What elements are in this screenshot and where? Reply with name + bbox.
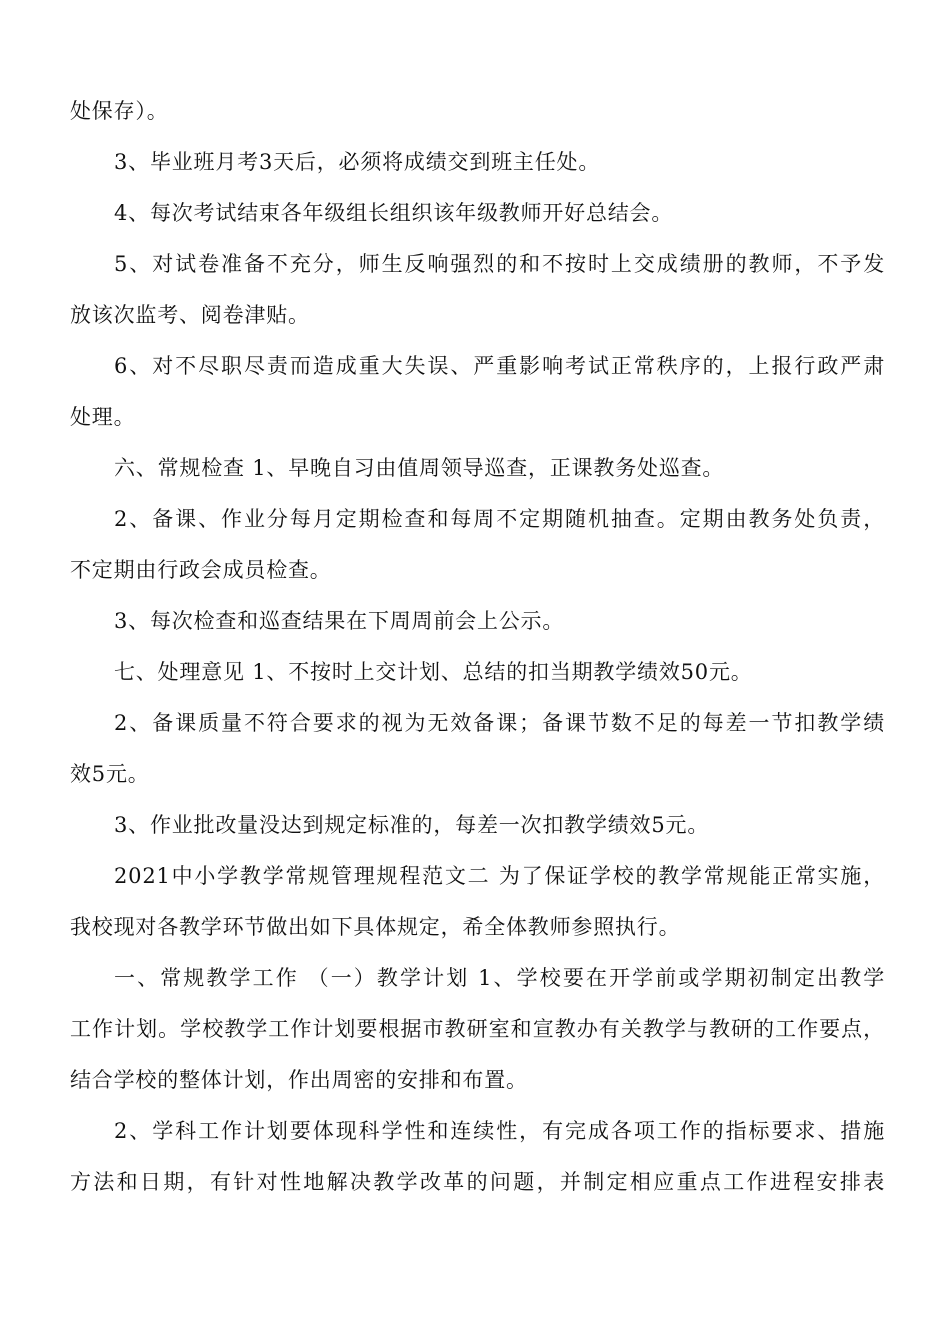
text-line: 方法和日期，有针对性地解决教学改革的问题，并制定相应重点工作进程安排表 bbox=[70, 1170, 885, 1194]
text-line: 2021中小学教学常规管理规程范文二 为了保证学校的教学常规能正常实施， bbox=[114, 864, 885, 888]
text-line: 4、每次考试结束各年级组长组织该年级教师开好总结会。 bbox=[114, 201, 674, 225]
text-line: 3、每次检查和巡查结果在下周周前会上公示。 bbox=[114, 609, 565, 633]
text-line: 3、作业批改量没达到规定标准的，每差一次扣教学绩效5元。 bbox=[114, 813, 710, 837]
text-line: 放该次监考、阅卷津贴。 bbox=[70, 303, 310, 327]
text-line: 6、对不尽职尽责而造成重大失误、严重影响考试正常秩序的，上报行政严肃 bbox=[114, 354, 885, 378]
text-line: 效5元。 bbox=[70, 762, 150, 786]
text-line: 一、常规教学工作 （一）教学计划 1、学校要在开学前或学期初制定出教学 bbox=[114, 966, 885, 990]
text-line: 2、备课、作业分每月定期检查和每周不定期随机抽查。定期由教务处负责， bbox=[114, 507, 885, 531]
text-line: 六、常规检查 1、早晚自习由值周领导巡查，正课教务处巡查。 bbox=[114, 456, 725, 480]
text-line: 不定期由行政会成员检查。 bbox=[70, 558, 332, 582]
text-line: 我校现对各教学环节做出如下具体规定，希全体教师参照执行。 bbox=[70, 915, 681, 939]
text-line: 工作计划。学校教学工作计划要根据市教研室和宣教办有关教学与教研的工作要点， bbox=[70, 1017, 885, 1041]
text-line: 处保存）。 bbox=[70, 99, 169, 123]
text-line: 处理。 bbox=[70, 405, 136, 429]
text-line: 结合学校的整体计划，作出周密的安排和布置。 bbox=[70, 1068, 528, 1092]
text-line: 5、对试卷准备不充分，师生反响强烈的和不按时上交成绩册的教师，不予发 bbox=[114, 252, 885, 276]
text-line: 七、处理意见 1、不按时上交计划、总结的扣当期教学绩效50元。 bbox=[114, 660, 753, 684]
text-line: 3、毕业班月考3天后，必须将成绩交到班主任处。 bbox=[114, 150, 601, 174]
text-line: 2、备课质量不符合要求的视为无效备课；备课节数不足的每差一节扣教学绩 bbox=[114, 711, 885, 735]
text-line: 2、学科工作计划要体现科学性和连续性，有完成各项工作的指标要求、措施 bbox=[114, 1119, 885, 1143]
